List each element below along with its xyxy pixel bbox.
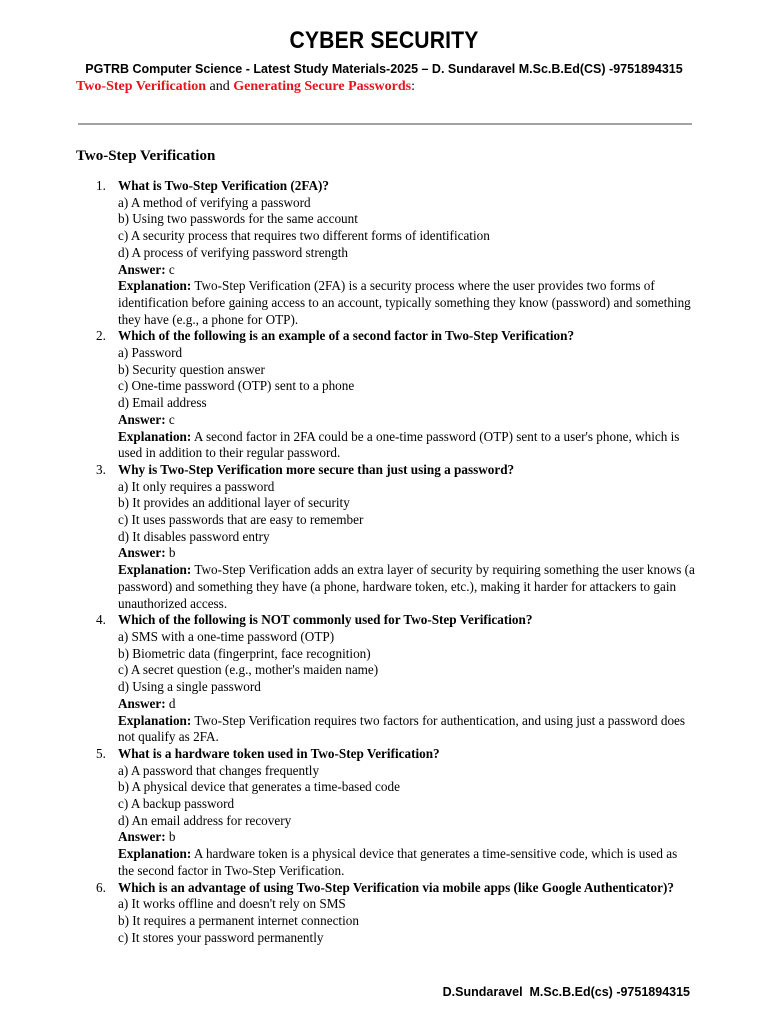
question-text: What is Two-Step Verification (2FA)? (118, 178, 329, 193)
option-b: b) Biometric data (fingerprint, face recognition) (118, 645, 371, 661)
answer-line (118, 545, 696, 562)
page-subtitle: PGTRB Computer Science - Latest Study Materials-2025 – D. Sundaravel M.Sc.B.Ed(CS) -9751894315 (85, 62, 683, 76)
explanation (118, 562, 696, 612)
question-text: Which of the following is an example of a second factor in Two-Step Verification? (118, 328, 575, 344)
question-number: 3. (96, 461, 106, 477)
question-item (96, 612, 696, 746)
explanation-text: Two-Step Verification requires two factors for authentication, and using just a password does not qualify as 2FA. (118, 712, 686, 745)
page-footer: D.Sundaravel M.Sc.B.Ed(cs) -9751894315 (442, 985, 690, 999)
option-a: a) SMS with a one-time password (OTP) (118, 628, 335, 644)
option-c: c) It stores your password permanently (118, 929, 324, 945)
option-c: c) A security process that requires two different forms of identification (118, 228, 490, 244)
question-item (96, 880, 696, 947)
option-b: b) A physical device that generates a time-based code (118, 779, 400, 795)
question-number: 5. (96, 745, 106, 761)
answer-value: c (165, 261, 175, 277)
question-text: Which is an advantage of using Two-Step Verification via mobile apps (like Google Authenticator)? (118, 879, 674, 895)
explanation-text: Two-Step Verification (2FA) is a security process where the user provides two forms of identification before gaining access to an account, typically something they know (password) and something they have (e.g., a phone for OTP). (118, 278, 691, 327)
explanation-text: A second factor in 2FA could be a one-time password (OTP) sent to a user's phone, which is used in addition to their regular password. (118, 428, 680, 461)
explanation-label: Explanation: (118, 278, 192, 294)
horizontal-divider (78, 123, 692, 125)
option-d: d) It disables password entry (118, 528, 270, 544)
option-a: a) A password that changes frequently (118, 762, 320, 778)
topic-and: and (206, 79, 234, 94)
option-c: c) One-time password (OTP) sent to a phone (118, 378, 355, 394)
option-a: a) A method of verifying a password (118, 194, 311, 210)
answer-label: Answer: (118, 545, 166, 561)
explanation (118, 429, 696, 462)
explanation (118, 713, 696, 746)
explanation-label: Explanation: (118, 712, 192, 728)
answer-line (118, 412, 696, 429)
answer-value: b (165, 829, 176, 845)
topic-colon: : (411, 79, 415, 94)
explanation-label: Explanation: (118, 428, 192, 444)
option-b: b) It provides an additional layer of security (118, 495, 350, 511)
option-a: a) It only requires a password (118, 478, 275, 494)
question-list (96, 178, 696, 946)
answer-line (118, 829, 696, 846)
option-d: d) A process of verifying password strength (118, 244, 349, 260)
explanation-label: Explanation: (118, 562, 192, 578)
question-text: What is a hardware token used in Two-Step Verification? (118, 745, 440, 761)
topic-passwords: Generating Secure Passwords (233, 79, 412, 94)
option-c: c) A backup password (118, 796, 235, 812)
section-heading: Two-Step Verification (76, 148, 216, 164)
question-number: 1. (96, 178, 106, 193)
option-b: b) Using two passwords for the same account (118, 211, 358, 227)
explanation-text: A hardware token is a physical device that generates a time-sensitive code, which is used as the second factor in Two-Step Verification. (118, 846, 678, 878)
option-d: d) Using a single password (118, 679, 261, 695)
answer-line (118, 262, 696, 279)
explanation-text: Two-Step Verification adds an extra layer of security by requiring something the user knows (a password) and something they have (a phone, hardware token, etc.), making it harder for attackers to gain unauthorized access. (118, 562, 695, 611)
option-c: c) It uses passwords that are easy to remember (118, 512, 364, 528)
option-a: a) It works offline and doesn't rely on SMS (118, 896, 346, 912)
answer-value: c (165, 411, 175, 427)
answer-label: Answer: (118, 829, 166, 845)
explanation (118, 846, 696, 879)
answer-value: d (165, 695, 176, 711)
option-a: a) Password (118, 345, 183, 361)
answer-label: Answer: (118, 261, 166, 277)
option-d: d) An email address for recovery (118, 812, 292, 828)
explanation (118, 278, 696, 328)
question-item (96, 328, 696, 462)
page-title: CYBER SECURITY (289, 27, 479, 54)
option-b: b) Security question answer (118, 361, 265, 377)
question-item (96, 178, 696, 328)
answer-value: b (165, 545, 176, 561)
topic-line (76, 78, 415, 96)
question-number: 2. (96, 328, 106, 344)
answer-label: Answer: (118, 695, 166, 711)
question-number: 4. (96, 612, 106, 628)
topic-two-step: Two-Step Verification (76, 79, 207, 94)
option-b: b) It requires a permanent internet connection (118, 912, 359, 928)
option-c: c) A secret question (e.g., mother's maiden name) (118, 662, 379, 678)
question-number: 6. (96, 879, 106, 895)
question-text: Which of the following is NOT commonly used for Two-Step Verification? (118, 612, 533, 628)
question-item (96, 746, 696, 880)
question-item (96, 462, 696, 612)
answer-label: Answer: (118, 411, 166, 427)
question-text: Why is Two-Step Verification more secure than just using a password? (118, 461, 515, 477)
answer-line (118, 696, 696, 713)
option-d: d) Email address (118, 395, 207, 411)
explanation-label: Explanation: (118, 846, 192, 862)
